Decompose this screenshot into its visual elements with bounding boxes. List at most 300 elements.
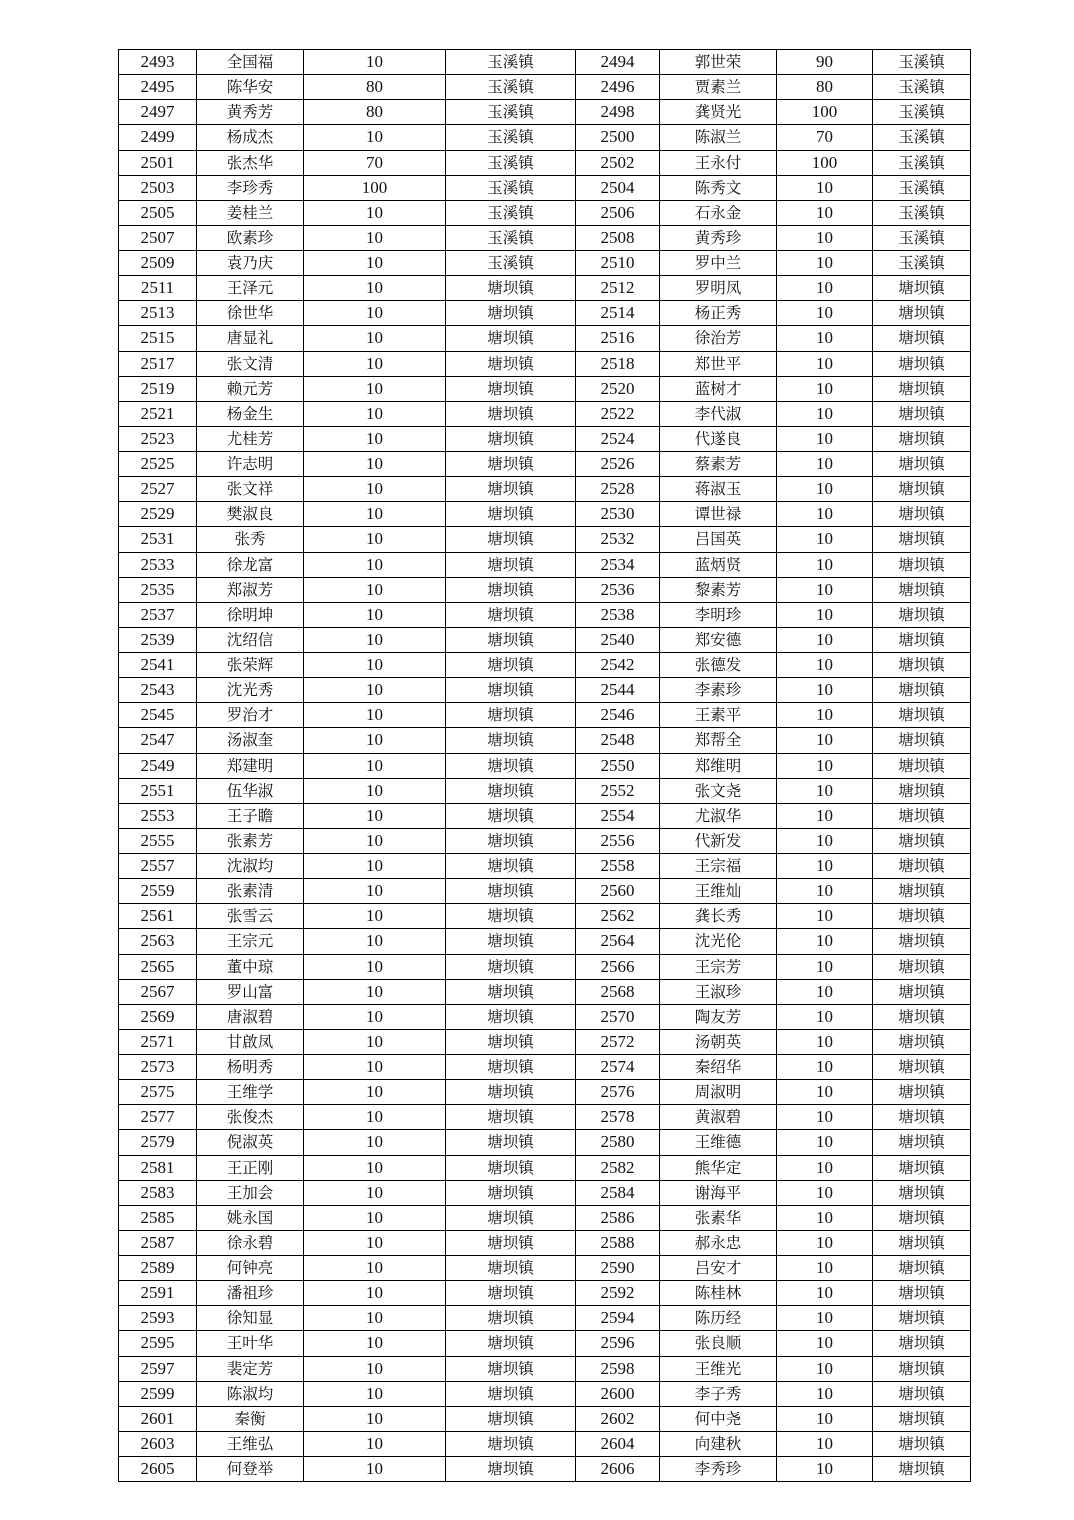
town-cell: 塘坝镇: [873, 1080, 971, 1105]
amount-cell: 10: [777, 527, 873, 552]
id-cell: 2574: [576, 1055, 660, 1080]
amount-cell: 100: [777, 100, 873, 125]
amount-cell: 10: [777, 1381, 873, 1406]
table-row: [119, 954, 971, 979]
name-cell: 欧素珍: [197, 225, 304, 250]
amount-cell: 10: [304, 50, 446, 75]
table-row: [119, 1029, 971, 1054]
amount-cell: 10: [777, 502, 873, 527]
town-cell: 塘坝镇: [446, 929, 576, 954]
town-cell: 塘坝镇: [446, 1105, 576, 1130]
id-cell: 2590: [576, 1256, 660, 1281]
table-row: [119, 577, 971, 602]
name-cell: 王维德: [660, 1130, 777, 1155]
amount-cell: 10: [304, 1055, 446, 1080]
id-cell: 2537: [119, 602, 197, 627]
name-cell: 唐淑碧: [197, 1004, 304, 1029]
town-cell: 玉溪镇: [446, 175, 576, 200]
town-cell: 塘坝镇: [873, 1381, 971, 1406]
table-row: [119, 276, 971, 301]
town-cell: 塘坝镇: [873, 1281, 971, 1306]
name-cell: 吕安才: [660, 1256, 777, 1281]
name-cell: 谭世禄: [660, 502, 777, 527]
table-row: [119, 653, 971, 678]
town-cell: 塘坝镇: [873, 351, 971, 376]
id-cell: 2533: [119, 552, 197, 577]
name-cell: 黄秀珍: [660, 225, 777, 250]
name-cell: 王素平: [660, 703, 777, 728]
town-cell: 塘坝镇: [873, 929, 971, 954]
amount-cell: 10: [777, 653, 873, 678]
id-cell: 2554: [576, 803, 660, 828]
table-row: [119, 1431, 971, 1456]
name-cell: 蓝树才: [660, 376, 777, 401]
amount-cell: 10: [304, 1457, 446, 1482]
town-cell: 塘坝镇: [873, 276, 971, 301]
amount-cell: 100: [777, 150, 873, 175]
amount-cell: 10: [777, 452, 873, 477]
id-cell: 2597: [119, 1356, 197, 1381]
id-cell: 2512: [576, 276, 660, 301]
amount-cell: 10: [777, 753, 873, 778]
table-row: [119, 728, 971, 753]
amount-cell: 10: [777, 602, 873, 627]
town-cell: 塘坝镇: [873, 477, 971, 502]
id-cell: 2601: [119, 1406, 197, 1431]
amount-cell: 10: [304, 1029, 446, 1054]
amount-cell: 10: [304, 552, 446, 577]
name-cell: 王加会: [197, 1180, 304, 1205]
name-cell: 郑安德: [660, 627, 777, 652]
town-cell: 塘坝镇: [873, 803, 971, 828]
name-cell: 龚贤光: [660, 100, 777, 125]
town-cell: 塘坝镇: [873, 778, 971, 803]
amount-cell: 10: [304, 1356, 446, 1381]
town-cell: 塘坝镇: [446, 426, 576, 451]
id-cell: 2526: [576, 452, 660, 477]
name-cell: 罗中兰: [660, 251, 777, 276]
id-cell: 2595: [119, 1331, 197, 1356]
name-cell: 陶友芳: [660, 1004, 777, 1029]
amount-cell: 10: [777, 477, 873, 502]
town-cell: 塘坝镇: [446, 276, 576, 301]
id-cell: 2576: [576, 1080, 660, 1105]
amount-cell: 10: [777, 251, 873, 276]
id-cell: 2497: [119, 100, 197, 125]
table-row: [119, 854, 971, 879]
id-cell: 2551: [119, 778, 197, 803]
town-cell: 塘坝镇: [873, 301, 971, 326]
amount-cell: 10: [304, 527, 446, 552]
id-cell: 2496: [576, 75, 660, 100]
name-cell: 代遂良: [660, 426, 777, 451]
name-cell: 王宗芳: [660, 954, 777, 979]
name-cell: 徐龙富: [197, 552, 304, 577]
town-cell: 塘坝镇: [873, 1055, 971, 1080]
name-cell: 甘啟凤: [197, 1029, 304, 1054]
town-cell: 塘坝镇: [446, 376, 576, 401]
name-cell: 张素华: [660, 1205, 777, 1230]
town-cell: 玉溪镇: [446, 225, 576, 250]
id-cell: 2544: [576, 678, 660, 703]
amount-cell: 90: [777, 50, 873, 75]
table-row: [119, 225, 971, 250]
town-cell: 玉溪镇: [873, 150, 971, 175]
town-cell: 塘坝镇: [446, 552, 576, 577]
name-cell: 代新发: [660, 828, 777, 853]
name-cell: 秦衡: [197, 1406, 304, 1431]
id-cell: 2598: [576, 1356, 660, 1381]
amount-cell: 10: [777, 929, 873, 954]
town-cell: 塘坝镇: [446, 1230, 576, 1255]
id-cell: 2548: [576, 728, 660, 753]
amount-cell: 10: [304, 703, 446, 728]
table-row: [119, 502, 971, 527]
name-cell: 黄秀芳: [197, 100, 304, 125]
amount-cell: 10: [304, 276, 446, 301]
amount-cell: 10: [304, 225, 446, 250]
id-cell: 2588: [576, 1230, 660, 1255]
name-cell: 全国福: [197, 50, 304, 75]
id-cell: 2498: [576, 100, 660, 125]
name-cell: 徐永碧: [197, 1230, 304, 1255]
table-row: [119, 175, 971, 200]
name-cell: 王淑珍: [660, 979, 777, 1004]
name-cell: 陈桂林: [660, 1281, 777, 1306]
town-cell: 塘坝镇: [873, 326, 971, 351]
name-cell: 陈淑均: [197, 1381, 304, 1406]
town-cell: 塘坝镇: [873, 527, 971, 552]
id-cell: 2572: [576, 1029, 660, 1054]
town-cell: 塘坝镇: [873, 753, 971, 778]
name-cell: 蒋淑玉: [660, 477, 777, 502]
town-cell: 塘坝镇: [873, 376, 971, 401]
town-cell: 塘坝镇: [873, 602, 971, 627]
id-cell: 2516: [576, 326, 660, 351]
id-cell: 2578: [576, 1105, 660, 1130]
name-cell: 张良顺: [660, 1331, 777, 1356]
town-cell: 塘坝镇: [446, 351, 576, 376]
id-cell: 2528: [576, 477, 660, 502]
amount-cell: 10: [304, 728, 446, 753]
town-cell: 塘坝镇: [446, 1356, 576, 1381]
amount-cell: 10: [304, 376, 446, 401]
town-cell: 塘坝镇: [873, 828, 971, 853]
table-row: [119, 828, 971, 853]
id-cell: 2532: [576, 527, 660, 552]
amount-cell: 10: [777, 1331, 873, 1356]
name-cell: 罗山富: [197, 979, 304, 1004]
town-cell: 塘坝镇: [446, 1205, 576, 1230]
amount-cell: 10: [777, 376, 873, 401]
amount-cell: 10: [304, 1205, 446, 1230]
name-cell: 陈秀文: [660, 175, 777, 200]
name-cell: 郑淑芳: [197, 577, 304, 602]
name-cell: 杨金生: [197, 401, 304, 426]
amount-cell: 10: [304, 828, 446, 853]
table-row: [119, 879, 971, 904]
table-row: [119, 326, 971, 351]
id-cell: 2566: [576, 954, 660, 979]
table-row: [119, 1180, 971, 1205]
name-cell: 王宗元: [197, 929, 304, 954]
name-cell: 张文尧: [660, 778, 777, 803]
id-cell: 2599: [119, 1381, 197, 1406]
town-cell: 玉溪镇: [873, 175, 971, 200]
id-cell: 2580: [576, 1130, 660, 1155]
town-cell: 塘坝镇: [446, 452, 576, 477]
amount-cell: 10: [304, 125, 446, 150]
id-cell: 2558: [576, 854, 660, 879]
amount-cell: 10: [304, 452, 446, 477]
town-cell: 塘坝镇: [873, 502, 971, 527]
name-cell: 樊淑良: [197, 502, 304, 527]
name-cell: 尤淑华: [660, 803, 777, 828]
amount-cell: 10: [777, 954, 873, 979]
table-row: [119, 778, 971, 803]
id-cell: 2569: [119, 1004, 197, 1029]
town-cell: 塘坝镇: [446, 1029, 576, 1054]
id-cell: 2584: [576, 1180, 660, 1205]
table-row: [119, 1406, 971, 1431]
table-row: [119, 1457, 971, 1482]
id-cell: 2536: [576, 577, 660, 602]
amount-cell: 10: [777, 225, 873, 250]
name-cell: 张素芳: [197, 828, 304, 853]
table-row: [119, 1306, 971, 1331]
name-cell: 王维弘: [197, 1431, 304, 1456]
id-cell: 2513: [119, 301, 197, 326]
name-cell: 何登举: [197, 1457, 304, 1482]
id-cell: 2503: [119, 175, 197, 200]
table-row: [119, 125, 971, 150]
name-cell: 龚长秀: [660, 904, 777, 929]
id-cell: 2568: [576, 979, 660, 1004]
table-row: [119, 929, 971, 954]
town-cell: 塘坝镇: [446, 477, 576, 502]
amount-cell: 10: [777, 1180, 873, 1205]
id-cell: 2559: [119, 879, 197, 904]
town-cell: 塘坝镇: [446, 1256, 576, 1281]
amount-cell: 10: [777, 577, 873, 602]
town-cell: 塘坝镇: [446, 1004, 576, 1029]
table-row: [119, 1381, 971, 1406]
amount-cell: 10: [304, 1381, 446, 1406]
table-row: [119, 627, 971, 652]
table-row: [119, 1130, 971, 1155]
id-cell: 2522: [576, 401, 660, 426]
name-cell: 徐世华: [197, 301, 304, 326]
town-cell: 塘坝镇: [446, 1457, 576, 1482]
id-cell: 2603: [119, 1431, 197, 1456]
amount-cell: 10: [304, 979, 446, 1004]
name-cell: 张文祥: [197, 477, 304, 502]
name-cell: 伍华淑: [197, 778, 304, 803]
name-cell: 杨明秀: [197, 1055, 304, 1080]
name-cell: 李明珍: [660, 602, 777, 627]
table-row: [119, 376, 971, 401]
name-cell: 王维学: [197, 1080, 304, 1105]
town-cell: 塘坝镇: [446, 979, 576, 1004]
name-cell: 汤朝英: [660, 1029, 777, 1054]
name-cell: 王叶华: [197, 1331, 304, 1356]
town-cell: 塘坝镇: [873, 1457, 971, 1482]
amount-cell: 10: [304, 879, 446, 904]
id-cell: 2495: [119, 75, 197, 100]
id-cell: 2586: [576, 1205, 660, 1230]
amount-cell: 10: [304, 200, 446, 225]
town-cell: 塘坝镇: [446, 326, 576, 351]
amount-cell: 100: [304, 175, 446, 200]
town-cell: 塘坝镇: [446, 728, 576, 753]
id-cell: 2577: [119, 1105, 197, 1130]
id-cell: 2553: [119, 803, 197, 828]
table-row: [119, 753, 971, 778]
town-cell: 玉溪镇: [873, 225, 971, 250]
name-cell: 徐治芳: [660, 326, 777, 351]
town-cell: 塘坝镇: [446, 1055, 576, 1080]
name-cell: 黄淑碧: [660, 1105, 777, 1130]
amount-cell: 10: [304, 678, 446, 703]
amount-cell: 10: [777, 904, 873, 929]
town-cell: 塘坝镇: [873, 728, 971, 753]
table-row: [119, 803, 971, 828]
name-cell: 汤淑奎: [197, 728, 304, 753]
name-cell: 何中尧: [660, 1406, 777, 1431]
town-cell: 玉溪镇: [873, 100, 971, 125]
town-cell: 塘坝镇: [446, 753, 576, 778]
amount-cell: 10: [777, 276, 873, 301]
id-cell: 2525: [119, 452, 197, 477]
name-cell: 郑维明: [660, 753, 777, 778]
amount-cell: 10: [777, 828, 873, 853]
table-row: [119, 1080, 971, 1105]
amount-cell: 10: [777, 979, 873, 1004]
table-row: [119, 351, 971, 376]
id-cell: 2518: [576, 351, 660, 376]
id-cell: 2524: [576, 426, 660, 451]
table-row: [119, 150, 971, 175]
id-cell: 2567: [119, 979, 197, 1004]
name-cell: 许志明: [197, 452, 304, 477]
town-cell: 塘坝镇: [873, 1130, 971, 1155]
town-cell: 玉溪镇: [873, 200, 971, 225]
name-cell: 黎素芳: [660, 577, 777, 602]
town-cell: 塘坝镇: [873, 1406, 971, 1431]
table-row: [119, 1004, 971, 1029]
amount-cell: 10: [304, 301, 446, 326]
table-row: [119, 1331, 971, 1356]
id-cell: 2535: [119, 577, 197, 602]
id-cell: 2583: [119, 1180, 197, 1205]
name-cell: 尤桂芳: [197, 426, 304, 451]
id-cell: 2521: [119, 401, 197, 426]
amount-cell: 10: [304, 1406, 446, 1431]
id-cell: 2507: [119, 225, 197, 250]
id-cell: 2541: [119, 653, 197, 678]
name-cell: 沈淑均: [197, 854, 304, 879]
town-cell: 塘坝镇: [873, 426, 971, 451]
name-cell: 张德发: [660, 653, 777, 678]
amount-cell: 10: [304, 477, 446, 502]
id-cell: 2529: [119, 502, 197, 527]
amount-cell: 10: [777, 1256, 873, 1281]
table-row: [119, 1055, 971, 1080]
town-cell: 塘坝镇: [873, 703, 971, 728]
id-cell: 2555: [119, 828, 197, 853]
town-cell: 塘坝镇: [873, 1431, 971, 1456]
town-cell: 塘坝镇: [446, 778, 576, 803]
id-cell: 2499: [119, 125, 197, 150]
amount-cell: 10: [304, 1306, 446, 1331]
table-row: [119, 401, 971, 426]
town-cell: 塘坝镇: [873, 1230, 971, 1255]
name-cell: 赖元芳: [197, 376, 304, 401]
town-cell: 塘坝镇: [446, 1406, 576, 1431]
table-row: [119, 251, 971, 276]
town-cell: 塘坝镇: [873, 627, 971, 652]
name-cell: 郑世平: [660, 351, 777, 376]
table-row: [119, 1105, 971, 1130]
amount-cell: 10: [777, 1457, 873, 1482]
town-cell: 玉溪镇: [446, 50, 576, 75]
amount-cell: 10: [304, 1004, 446, 1029]
id-cell: 2562: [576, 904, 660, 929]
town-cell: 塘坝镇: [873, 552, 971, 577]
town-cell: 塘坝镇: [446, 954, 576, 979]
town-cell: 塘坝镇: [873, 1205, 971, 1230]
town-cell: 塘坝镇: [446, 653, 576, 678]
town-cell: 塘坝镇: [873, 653, 971, 678]
amount-cell: 10: [777, 879, 873, 904]
name-cell: 王永付: [660, 150, 777, 175]
amount-cell: 10: [777, 1055, 873, 1080]
town-cell: 塘坝镇: [446, 527, 576, 552]
name-cell: 姜桂兰: [197, 200, 304, 225]
name-cell: 李子秀: [660, 1381, 777, 1406]
amount-cell: 10: [777, 200, 873, 225]
town-cell: 玉溪镇: [873, 50, 971, 75]
id-cell: 2573: [119, 1055, 197, 1080]
table-row: [119, 1230, 971, 1255]
amount-cell: 10: [304, 426, 446, 451]
name-cell: 李代淑: [660, 401, 777, 426]
table-row: [119, 552, 971, 577]
id-cell: 2530: [576, 502, 660, 527]
amount-cell: 10: [777, 401, 873, 426]
name-cell: 徐明坤: [197, 602, 304, 627]
town-cell: 塘坝镇: [446, 577, 576, 602]
id-cell: 2550: [576, 753, 660, 778]
amount-cell: 70: [304, 150, 446, 175]
amount-cell: 10: [777, 426, 873, 451]
id-cell: 2560: [576, 879, 660, 904]
name-cell: 倪淑英: [197, 1130, 304, 1155]
amount-cell: 10: [777, 301, 873, 326]
town-cell: 塘坝镇: [446, 401, 576, 426]
town-cell: 塘坝镇: [446, 879, 576, 904]
id-cell: 2606: [576, 1457, 660, 1482]
id-cell: 2493: [119, 50, 197, 75]
amount-cell: 10: [777, 703, 873, 728]
town-cell: 塘坝镇: [446, 1080, 576, 1105]
id-cell: 2520: [576, 376, 660, 401]
amount-cell: 10: [304, 1331, 446, 1356]
table-row: [119, 100, 971, 125]
table-row: [119, 678, 971, 703]
town-cell: 塘坝镇: [446, 803, 576, 828]
id-cell: 2539: [119, 627, 197, 652]
